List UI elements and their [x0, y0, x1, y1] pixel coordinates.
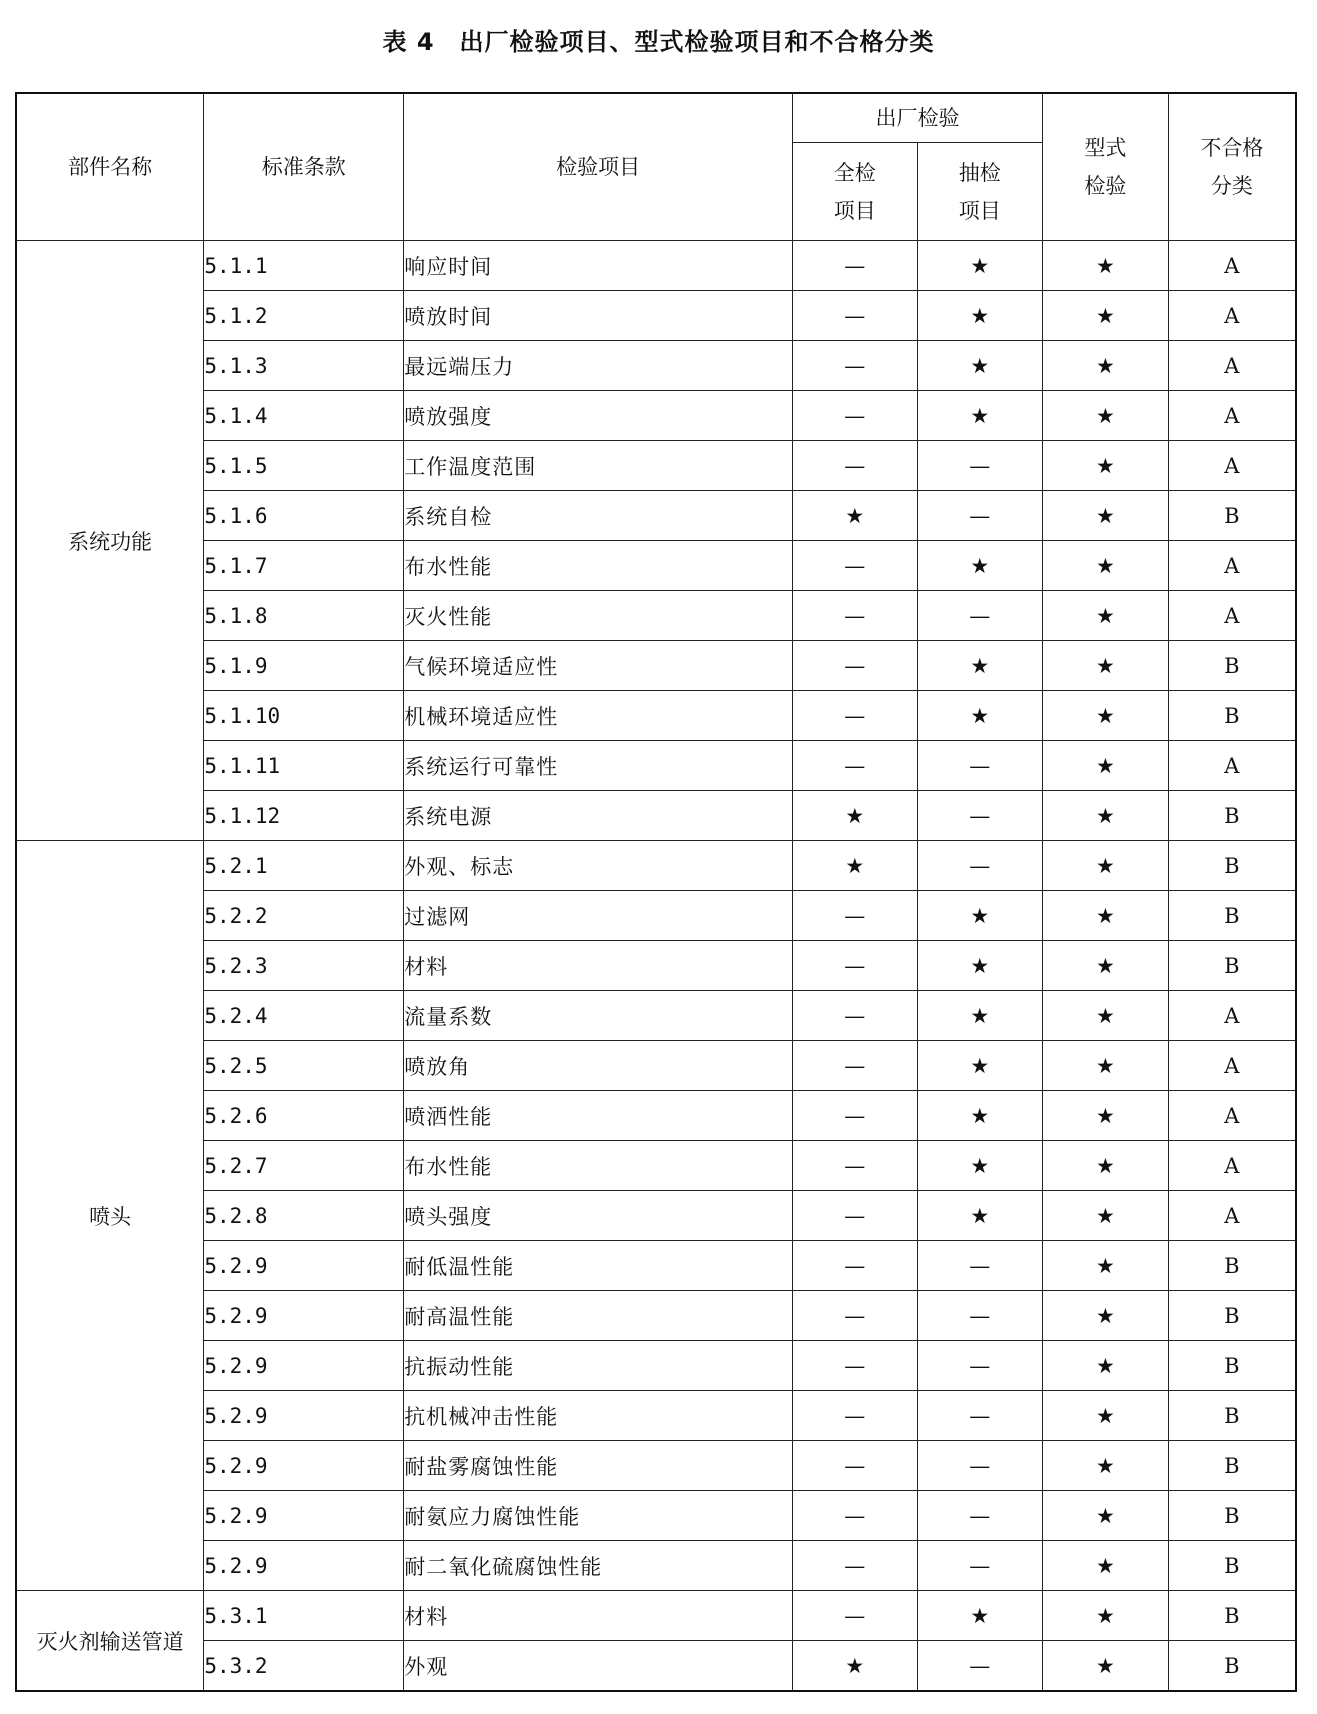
standard-clause-cell: 5.3.2 — [204, 1641, 404, 1692]
full-inspection-cell: — — [793, 1291, 918, 1341]
nonconformity-class-cell: B — [1168, 1591, 1296, 1641]
sample-inspection-cell: — — [917, 1641, 1043, 1692]
standard-clause-cell: 5.2.2 — [204, 891, 404, 941]
table-row — [16, 1241, 1296, 1291]
inspection-item-cell: 机械环境适应性 — [404, 691, 793, 741]
full-inspection-cell: ★ — [793, 1641, 918, 1692]
table-row — [16, 1441, 1296, 1491]
sample-inspection-cell: — — [917, 1541, 1043, 1591]
standard-clause-cell: 5.2.3 — [204, 941, 404, 991]
full-inspection-cell: — — [793, 341, 918, 391]
header-nonconformity-class: 不合格 分类 — [1168, 93, 1296, 241]
standard-clause-cell: 5.1.3 — [204, 341, 404, 391]
type-inspection-cell: ★ — [1043, 341, 1169, 391]
inspection-item-cell: 工作温度范围 — [404, 441, 793, 491]
standard-clause-cell: 5.2.9 — [204, 1291, 404, 1341]
inspection-item-cell: 最远端压力 — [404, 341, 793, 391]
inspection-item-cell: 喷头强度 — [404, 1191, 793, 1241]
standard-clause-cell: 5.1.11 — [204, 741, 404, 791]
type-inspection-cell: ★ — [1043, 1191, 1169, 1241]
sample-inspection-cell: — — [917, 741, 1043, 791]
inspection-item-cell: 材料 — [404, 941, 793, 991]
nonconformity-class-cell: B — [1168, 1541, 1296, 1591]
inspection-item-cell: 系统运行可靠性 — [404, 741, 793, 791]
type-inspection-cell: ★ — [1043, 841, 1169, 891]
sample-inspection-cell: — — [917, 1341, 1043, 1391]
table-row — [16, 341, 1296, 391]
type-inspection-cell: ★ — [1043, 1141, 1169, 1191]
header-factory-inspection: 出厂检验 — [793, 93, 1043, 143]
header-sample-inspection: 抽检 项目 — [917, 143, 1043, 241]
header-full-inspection: 全检 项目 — [793, 143, 918, 241]
full-inspection-cell: — — [793, 1441, 918, 1491]
full-inspection-cell: — — [793, 1341, 918, 1391]
sample-inspection-cell: ★ — [917, 1191, 1043, 1241]
nonconformity-class-cell: B — [1168, 1241, 1296, 1291]
standard-clause-cell: 5.2.4 — [204, 991, 404, 1041]
full-inspection-cell: — — [793, 1091, 918, 1141]
full-inspection-cell: — — [793, 441, 918, 491]
part-name-cell: 灭火剂输送管道 — [16, 1591, 204, 1692]
type-inspection-cell: ★ — [1043, 1541, 1169, 1591]
part-name-cell: 喷头 — [16, 841, 204, 1591]
type-inspection-cell: ★ — [1043, 1641, 1169, 1692]
standard-clause-cell: 5.2.6 — [204, 1091, 404, 1141]
full-inspection-cell: ★ — [793, 841, 918, 891]
full-inspection-cell: ★ — [793, 791, 918, 841]
sample-inspection-cell: ★ — [917, 391, 1043, 441]
nonconformity-class-cell: B — [1168, 491, 1296, 541]
table-row — [16, 1391, 1296, 1441]
inspection-item-cell: 抗振动性能 — [404, 1341, 793, 1391]
header-part-name: 部件名称 — [16, 93, 204, 241]
sample-inspection-cell: — — [917, 591, 1043, 641]
table-row — [16, 541, 1296, 591]
standard-clause-cell: 5.2.9 — [204, 1241, 404, 1291]
part-name-cell: 系统功能 — [16, 241, 204, 841]
header-type-inspection: 型式 检验 — [1043, 93, 1169, 241]
standard-clause-cell: 5.2.1 — [204, 841, 404, 891]
full-inspection-cell: — — [793, 391, 918, 441]
standard-clause-cell: 5.2.9 — [204, 1541, 404, 1591]
table-row — [16, 491, 1296, 541]
type-inspection-cell: ★ — [1043, 1091, 1169, 1141]
type-inspection-cell: ★ — [1043, 391, 1169, 441]
nonconformity-class-cell: A — [1168, 1041, 1296, 1091]
table-row — [16, 641, 1296, 691]
inspection-table — [15, 92, 1297, 1692]
table-title: 表 4 出厂检验项目、型式检验项目和不合格分类 — [382, 28, 935, 56]
nonconformity-class-cell: A — [1168, 441, 1296, 491]
sample-inspection-cell: ★ — [917, 241, 1043, 291]
type-inspection-cell: ★ — [1043, 941, 1169, 991]
nonconformity-class-cell: B — [1168, 1341, 1296, 1391]
standard-clause-cell: 5.1.2 — [204, 291, 404, 341]
table-row — [16, 1491, 1296, 1541]
header-standard-clause: 标准条款 — [204, 93, 404, 241]
full-inspection-cell: — — [793, 641, 918, 691]
sample-inspection-cell: — — [917, 1291, 1043, 1341]
standard-clause-cell: 5.1.10 — [204, 691, 404, 741]
full-inspection-cell: — — [793, 741, 918, 791]
nonconformity-class-cell: A — [1168, 1191, 1296, 1241]
sample-inspection-cell: ★ — [917, 291, 1043, 341]
nonconformity-class-cell: B — [1168, 641, 1296, 691]
standard-clause-cell: 5.2.9 — [204, 1491, 404, 1541]
inspection-item-cell: 喷放强度 — [404, 391, 793, 441]
sample-inspection-cell: — — [917, 1391, 1043, 1441]
inspection-item-cell: 过滤网 — [404, 891, 793, 941]
sample-inspection-cell: ★ — [917, 891, 1043, 941]
full-inspection-cell: ★ — [793, 491, 918, 541]
sample-inspection-cell: — — [917, 841, 1043, 891]
full-inspection-cell: — — [793, 1041, 918, 1091]
full-inspection-cell: — — [793, 991, 918, 1041]
sample-inspection-cell: ★ — [917, 1141, 1043, 1191]
nonconformity-class-cell: B — [1168, 1291, 1296, 1341]
inspection-item-cell: 流量系数 — [404, 991, 793, 1041]
type-inspection-cell: ★ — [1043, 491, 1169, 541]
table-row — [16, 291, 1296, 341]
standard-clause-cell: 5.1.1 — [204, 241, 404, 291]
inspection-item-cell: 布水性能 — [404, 541, 793, 591]
sample-inspection-cell: ★ — [917, 1091, 1043, 1141]
standard-clause-cell: 5.1.4 — [204, 391, 404, 441]
type-inspection-cell: ★ — [1043, 1241, 1169, 1291]
type-inspection-cell: ★ — [1043, 291, 1169, 341]
nonconformity-class-cell: A — [1168, 1091, 1296, 1141]
nonconformity-class-cell: B — [1168, 1491, 1296, 1541]
full-inspection-cell: — — [793, 1141, 918, 1191]
sample-inspection-cell: ★ — [917, 1591, 1043, 1641]
inspection-item-cell: 耐盐雾腐蚀性能 — [404, 1441, 793, 1491]
nonconformity-class-cell: A — [1168, 991, 1296, 1041]
full-inspection-cell: — — [793, 1191, 918, 1241]
standard-clause-cell: 5.2.5 — [204, 1041, 404, 1091]
inspection-item-cell: 耐二氧化硫腐蚀性能 — [404, 1541, 793, 1591]
table-row — [16, 791, 1296, 841]
table-row — [16, 1091, 1296, 1141]
inspection-item-cell: 系统自检 — [404, 491, 793, 541]
type-inspection-cell: ★ — [1043, 691, 1169, 741]
full-inspection-cell: — — [793, 291, 918, 341]
table-row — [16, 1341, 1296, 1391]
standard-clause-cell: 5.2.9 — [204, 1441, 404, 1491]
inspection-item-cell: 系统电源 — [404, 791, 793, 841]
sample-inspection-cell: — — [917, 1241, 1043, 1291]
full-inspection-cell: — — [793, 891, 918, 941]
sample-inspection-cell: — — [917, 1491, 1043, 1541]
table-row — [16, 841, 1296, 891]
inspection-item-cell: 布水性能 — [404, 1141, 793, 1191]
nonconformity-class-cell: A — [1168, 541, 1296, 591]
inspection-item-cell: 抗机械冲击性能 — [404, 1391, 793, 1441]
sample-inspection-cell: ★ — [917, 541, 1043, 591]
standard-clause-cell: 5.1.5 — [204, 441, 404, 491]
type-inspection-cell: ★ — [1043, 1041, 1169, 1091]
inspection-item-cell: 外观 — [404, 1641, 793, 1692]
inspection-item-cell: 灭火性能 — [404, 591, 793, 641]
sample-inspection-cell: ★ — [917, 341, 1043, 391]
nonconformity-class-cell: B — [1168, 1391, 1296, 1441]
type-inspection-cell: ★ — [1043, 991, 1169, 1041]
table-row — [16, 741, 1296, 791]
type-inspection-cell: ★ — [1043, 641, 1169, 691]
standard-clause-cell: 5.1.12 — [204, 791, 404, 841]
type-inspection-cell: ★ — [1043, 1391, 1169, 1441]
type-inspection-cell: ★ — [1043, 891, 1169, 941]
standard-clause-cell: 5.1.7 — [204, 541, 404, 591]
table-row — [16, 941, 1296, 991]
table-row — [16, 1591, 1296, 1641]
table-row — [16, 891, 1296, 941]
standard-clause-cell: 5.2.9 — [204, 1341, 404, 1391]
nonconformity-class-cell: A — [1168, 291, 1296, 341]
type-inspection-cell: ★ — [1043, 1441, 1169, 1491]
table-row — [16, 1291, 1296, 1341]
sample-inspection-cell: ★ — [917, 691, 1043, 741]
sample-inspection-cell: ★ — [917, 641, 1043, 691]
type-inspection-cell: ★ — [1043, 741, 1169, 791]
full-inspection-cell: — — [793, 241, 918, 291]
inspection-item-cell: 喷放时间 — [404, 291, 793, 341]
type-inspection-cell: ★ — [1043, 541, 1169, 591]
nonconformity-class-cell: A — [1168, 741, 1296, 791]
full-inspection-cell: — — [793, 591, 918, 641]
standard-clause-cell: 5.1.9 — [204, 641, 404, 691]
table-row — [16, 1191, 1296, 1241]
type-inspection-cell: ★ — [1043, 791, 1169, 841]
standard-clause-cell: 5.1.6 — [204, 491, 404, 541]
table-row — [16, 991, 1296, 1041]
sample-inspection-cell: — — [917, 491, 1043, 541]
table-row — [16, 241, 1296, 291]
nonconformity-class-cell: B — [1168, 891, 1296, 941]
sample-inspection-cell: ★ — [917, 1041, 1043, 1091]
standard-clause-cell: 5.2.9 — [204, 1391, 404, 1441]
nonconformity-class-cell: A — [1168, 391, 1296, 441]
table-row — [16, 1541, 1296, 1591]
table-row — [16, 1041, 1296, 1091]
inspection-item-cell: 喷洒性能 — [404, 1091, 793, 1141]
full-inspection-cell: — — [793, 691, 918, 741]
nonconformity-class-cell: A — [1168, 1141, 1296, 1191]
nonconformity-class-cell: A — [1168, 591, 1296, 641]
inspection-item-cell: 气候环境适应性 — [404, 641, 793, 691]
full-inspection-cell: — — [793, 1541, 918, 1591]
nonconformity-class-cell: B — [1168, 791, 1296, 841]
nonconformity-class-cell: B — [1168, 841, 1296, 891]
table-body — [16, 241, 1296, 1692]
nonconformity-class-cell: B — [1168, 941, 1296, 991]
standard-clause-cell: 5.1.8 — [204, 591, 404, 641]
standard-clause-cell: 5.3.1 — [204, 1591, 404, 1641]
sample-inspection-cell: — — [917, 1441, 1043, 1491]
type-inspection-cell: ★ — [1043, 591, 1169, 641]
inspection-item-cell: 喷放角 — [404, 1041, 793, 1091]
inspection-item-cell: 外观、标志 — [404, 841, 793, 891]
table-row — [16, 441, 1296, 491]
inspection-item-cell: 响应时间 — [404, 241, 793, 291]
inspection-item-cell: 材料 — [404, 1591, 793, 1641]
type-inspection-cell: ★ — [1043, 241, 1169, 291]
table-row — [16, 1141, 1296, 1191]
nonconformity-class-cell: B — [1168, 691, 1296, 741]
type-inspection-cell: ★ — [1043, 1491, 1169, 1541]
type-inspection-cell: ★ — [1043, 1341, 1169, 1391]
type-inspection-cell: ★ — [1043, 1591, 1169, 1641]
inspection-item-cell: 耐氨应力腐蚀性能 — [404, 1491, 793, 1541]
inspection-item-cell: 耐高温性能 — [404, 1291, 793, 1341]
full-inspection-cell: — — [793, 941, 918, 991]
full-inspection-cell: — — [793, 1491, 918, 1541]
nonconformity-class-cell: B — [1168, 1441, 1296, 1491]
sample-inspection-cell: — — [917, 441, 1043, 491]
table-row — [16, 591, 1296, 641]
sample-inspection-cell: ★ — [917, 941, 1043, 991]
table-header — [16, 93, 1296, 241]
sample-inspection-cell: ★ — [917, 991, 1043, 1041]
full-inspection-cell: — — [793, 1391, 918, 1441]
inspection-item-cell: 耐低温性能 — [404, 1241, 793, 1291]
standard-clause-cell: 5.2.8 — [204, 1191, 404, 1241]
full-inspection-cell: — — [793, 541, 918, 591]
nonconformity-class-cell: A — [1168, 241, 1296, 291]
table-row — [16, 1641, 1296, 1692]
standard-clause-cell: 5.2.7 — [204, 1141, 404, 1191]
full-inspection-cell: — — [793, 1591, 918, 1641]
sample-inspection-cell: — — [917, 791, 1043, 841]
table-row — [16, 691, 1296, 741]
nonconformity-class-cell: A — [1168, 341, 1296, 391]
header-inspection-item: 检验项目 — [404, 93, 793, 241]
full-inspection-cell: — — [793, 1241, 918, 1291]
nonconformity-class-cell: B — [1168, 1641, 1296, 1692]
type-inspection-cell: ★ — [1043, 441, 1169, 491]
table-row — [16, 391, 1296, 441]
type-inspection-cell: ★ — [1043, 1291, 1169, 1341]
